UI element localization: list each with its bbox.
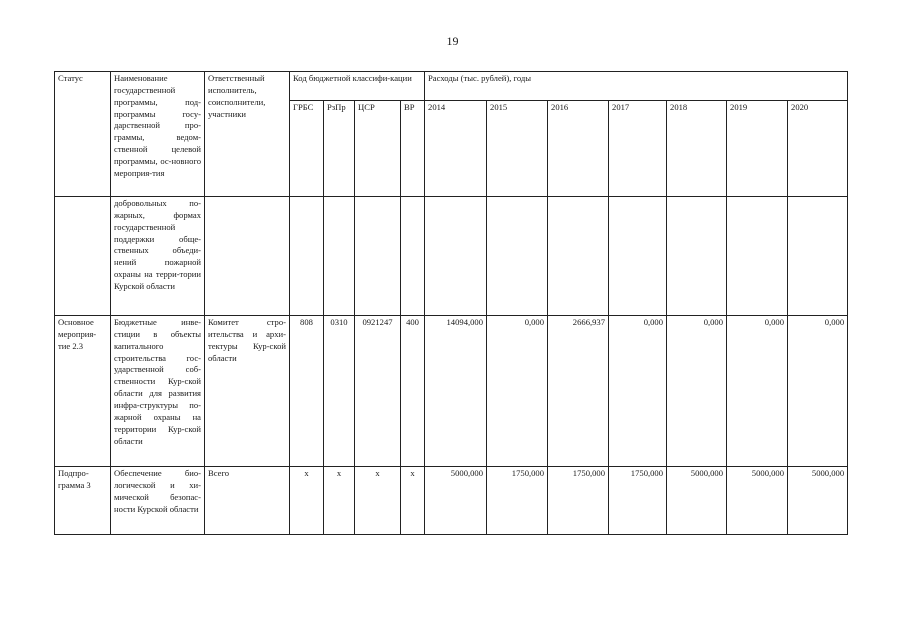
budget-table	[54, 71, 848, 535]
row-code-rzpr	[324, 197, 355, 316]
row-code-rzpr: 0310	[324, 316, 355, 467]
row-value-2015: 0,000	[487, 316, 548, 467]
header-status: Статус	[55, 72, 111, 197]
row-value-2015	[487, 197, 548, 316]
row-value-2020: 0,000	[788, 316, 848, 467]
header-name: Наименование государственной программы, под-программы госу-дарственной про-граммы, ведом-ственной целевой программы, ос-новного мероприя-тия	[111, 72, 205, 197]
row-code-csr: 0921247	[355, 316, 401, 467]
header-executor: Ответственный исполнитель, соисполнители, участники	[205, 72, 290, 197]
row-value-2014: 14094,000	[425, 316, 487, 467]
header-year-2016: 2016	[548, 101, 609, 197]
row-value-2016: 1750,000	[548, 467, 609, 535]
row-value-2014: 5000,000	[425, 467, 487, 535]
header-year-2014: 2014	[425, 101, 487, 197]
row-value-2016	[548, 197, 609, 316]
table-row	[55, 467, 848, 535]
row-code-rzpr: x	[324, 467, 355, 535]
row-value-2018: 0,000	[667, 316, 727, 467]
page-number: 19	[446, 34, 459, 48]
header-code-rzpr: РзПр	[324, 101, 355, 197]
row-name: Бюджетные инве-стиции в объекты капитального строительства гос-ударственной соб-ственности Кур-ской области для развития инфра-структуры по-жарной охраны на территории Кур-ской области	[111, 316, 205, 467]
row-value-2018	[667, 197, 727, 316]
header-row	[55, 72, 848, 101]
row-value-2018: 5000,000	[667, 467, 727, 535]
table-row	[55, 316, 848, 467]
header-year-2019: 2019	[727, 101, 788, 197]
row-value-2017: 0,000	[609, 316, 667, 467]
row-value-2017: 1750,000	[609, 467, 667, 535]
row-code-vr: x	[401, 467, 425, 535]
row-value-2019	[727, 197, 788, 316]
header-code-vr: ВР	[401, 101, 425, 197]
row-value-2019: 5000,000	[727, 467, 788, 535]
header-expenses: Расходы (тыс. рублей), годы	[425, 72, 848, 101]
header-year-2018: 2018	[667, 101, 727, 197]
row-value-2019: 0,000	[727, 316, 788, 467]
row-value-2017	[609, 197, 667, 316]
header-code-grbs: ГРБС	[290, 101, 324, 197]
row-executor: Комитет стро-ительства и архи-тектуры Кур-ской области	[205, 316, 290, 467]
row-code-grbs: x	[290, 467, 324, 535]
row-value-2016: 2666,937	[548, 316, 609, 467]
header-code-csr: ЦСР	[355, 101, 401, 197]
row-executor	[205, 197, 290, 316]
row-code-grbs	[290, 197, 324, 316]
row-status: Основное мероприя-тие 2.3	[55, 316, 111, 467]
row-value-2014	[425, 197, 487, 316]
header-year-2020: 2020	[788, 101, 848, 197]
row-code-csr: x	[355, 467, 401, 535]
row-code-grbs: 808	[290, 316, 324, 467]
row-name: Обеспечение био-логической и хи-мической безопас-ности Курской области	[111, 467, 205, 535]
row-value-2015: 1750,000	[487, 467, 548, 535]
row-status: Подпро-грамма 3	[55, 467, 111, 535]
table-row	[55, 197, 848, 316]
row-code-vr: 400	[401, 316, 425, 467]
header-year-2015: 2015	[487, 101, 548, 197]
row-code-vr	[401, 197, 425, 316]
row-value-2020	[788, 197, 848, 316]
header-year-2017: 2017	[609, 101, 667, 197]
row-value-2020: 5000,000	[788, 467, 848, 535]
header-budget-code: Код бюджетной классифи-кации	[290, 72, 425, 101]
row-name: добровольных по-жарных, формах государственной поддержки обще-ственных объеди-нений пожарной охраны на терри-тории Курской области	[111, 197, 205, 316]
row-status	[55, 197, 111, 316]
row-executor: Всего	[205, 467, 290, 535]
row-code-csr	[355, 197, 401, 316]
